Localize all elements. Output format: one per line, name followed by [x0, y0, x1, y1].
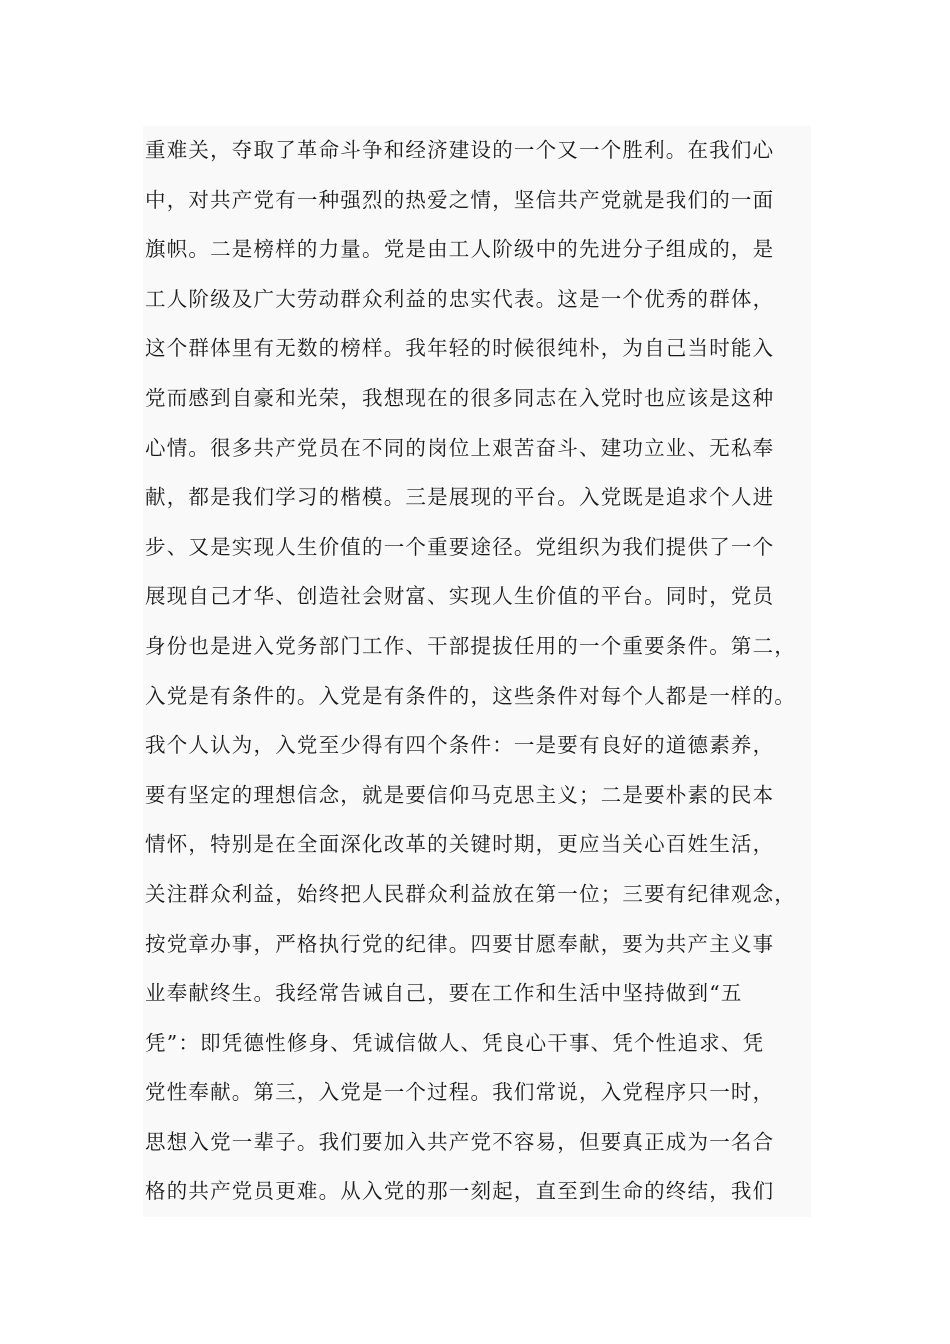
text-line: 情怀，特别是在全面深化改革的关键时期，更应当关心百姓生活，: [145, 832, 775, 857]
text-line: 思想入党一辈子。我们要加入共产党不容易，但要真正成为一名合: [145, 1129, 775, 1154]
text-line: 凭”：即凭德性修身、凭诚信做人、凭良心干事、凭个性追求、凭: [145, 1030, 765, 1055]
text-line: 中，对共产党有一种强烈的热爱之情，坚信共产党就是我们的一面: [145, 187, 775, 212]
text-line: 重难关，夺取了革命斗争和经济建设的一个又一个胜利。在我们心: [145, 138, 775, 162]
text-line: 工人阶级及广大劳动群众利益的忠实代表。这是一个优秀的群体，: [145, 286, 775, 311]
text-line: 步、又是实现人生价值的一个重要途径。党组织为我们提供了一个: [145, 534, 775, 559]
text-line: 入党是有条件的。入党是有条件的，这些条件对每个人都是一样的。: [145, 683, 796, 708]
text-line: 要有坚定的理想信念，就是要信仰马克思主义；二是要朴素的民本: [145, 782, 775, 807]
text-line: 党性奉献。第三，入党是一个过程。我们常说，入党程序只一时，: [145, 1080, 775, 1105]
text-line: 心情。很多共产党员在不同的岗位上艰苦奋斗、建功立业、无私奉: [145, 435, 775, 460]
text-line: 献，都是我们学习的楷模。三是展现的平台。入党既是追求个人进: [145, 485, 775, 510]
text-line: 按党章办事，严格执行党的纪律。四要甘愿奉献，要为共产主义事: [145, 931, 775, 956]
text-line: 身份也是进入党务部门工作、干部提拔任用的一个重要条件。第二，: [145, 633, 796, 658]
text-line: 格的共产党员更难。从入党的那一刻起，直至到生命的终结，我们: [145, 1179, 775, 1204]
text-line: 党而感到自豪和光荣，我想现在的很多同志在入党时也应该是这种: [145, 385, 775, 410]
text-line: 关注群众利益，始终把人民群众利益放在第一位；三要有纪律观念，: [145, 881, 796, 906]
text-line: 这个群体里有无数的榜样。我年轻的时候很纯朴，为自己当时能入: [145, 336, 775, 361]
body-text: [143, 126, 811, 1217]
text-line: 业奉献终生。我经常告诫自己，要在工作和生活中坚持做到“五: [145, 981, 743, 1006]
text-line: 展现自己才华、创造社会财富、实现人生价值的平台。同时，党员: [145, 584, 775, 609]
text-line: 旗帜。二是榜样的力量。党是由工人阶级中的先进分子组成的，是: [145, 237, 775, 262]
text-line: 我个人认为，入党至少得有四个条件：一是要有良好的道德素养，: [145, 733, 775, 758]
